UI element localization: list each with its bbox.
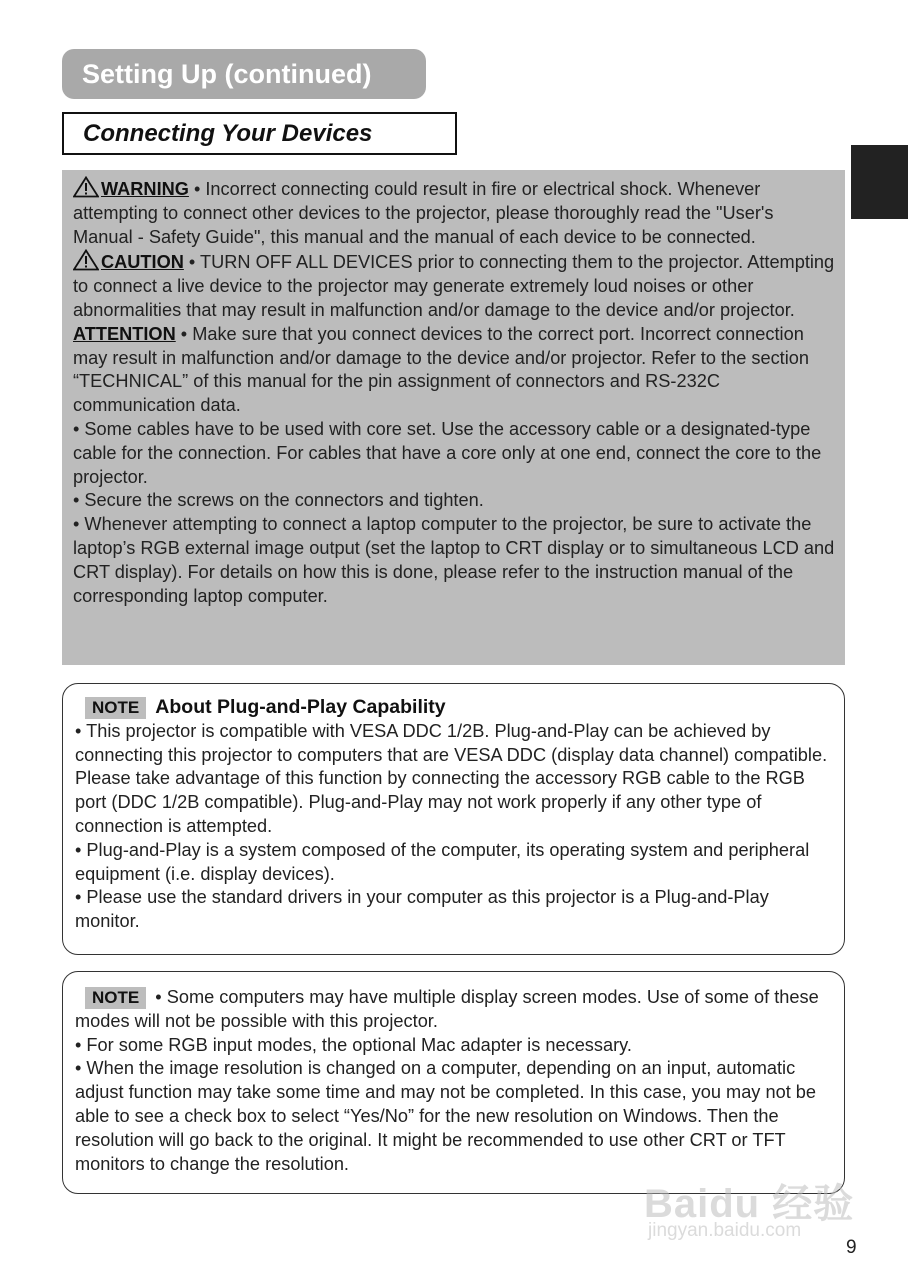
attention-paragraph	[73, 323, 835, 418]
warning-triangle-icon	[73, 176, 99, 198]
caution-text: • TURN OFF ALL DEVICES prior to connecting them to the projector. Attempting to connect a live device to the projector may generate extremely loud noises or other abnormalities that may result in malfunction and/or damage to the device and/or projector.	[73, 252, 835, 320]
warning-bullet: • Secure the screws on the connectors and tighten.	[73, 490, 484, 511]
warning-bullet: • Some cables have to be used with core set. Use the accessory cable or a designated-type cable for the connection. For cables that have a core only at one end, connect the core to the projector.	[73, 418, 822, 487]
warning-label: WARNING	[101, 179, 189, 199]
warning-paragraph	[73, 176, 835, 249]
note-bullet: • Please use the standard drivers in your computer as this projector is a Plug-and-Play monitor.	[75, 887, 769, 932]
caution-triangle-icon	[73, 249, 99, 271]
note-bullet: • Plug-and-Play is a system composed of the computer, its operating system and peripheral equipment (i.e. display devices).	[75, 839, 810, 884]
attention-text: • Make sure that you connect devices to the correct port. Incorrect connection may result in malfunction and/or damage to the device and/or projector. Refer to the section “TECHNICAL” of this manual for the pin assignment of connectors and RS-232C communication data.	[73, 323, 809, 416]
page-number: 9	[846, 1237, 857, 1258]
note-badge: NOTE	[85, 987, 146, 1009]
watermark	[640, 1150, 860, 1250]
note-first-paragraph	[75, 986, 834, 1034]
note-bullet: • When the image resolution is changed on a computer, depending on an input, automatic adjust function may take some time and may not be completed. In this case, you may not be able to see a check box to select “Yes/No” for the new resolution on Windows. Then the resolution will go back to the original. It might be recommended to use other CRT or TFT monitors to change the resolution.	[75, 1058, 817, 1174]
watermark-brand: Baidu 经验	[644, 1182, 855, 1226]
note-title: About Plug-and-Play Capability	[155, 696, 446, 718]
watermark-url: jingyan.baidu.com	[648, 1220, 802, 1241]
warning-bullet: • Whenever attempting to connect a laptop computer to the projector, be sure to activate the laptop’s RGB external image output (set the laptop to CRT display or to simultaneous LCD and CRT display). For details on how this is done, please refer to the instruction manual of the corresponding laptop computer.	[73, 514, 835, 606]
caution-paragraph	[73, 249, 835, 322]
note-bullet: • For some RGB input modes, the optional Mac adapter is necessary.	[75, 1034, 632, 1055]
note-badge: NOTE	[85, 697, 146, 719]
note-heading	[75, 696, 834, 720]
chapter-tab	[851, 145, 908, 219]
caution-label: CAUTION	[101, 252, 184, 273]
warning-box	[62, 170, 845, 665]
subsection-title: Connecting Your Devices	[62, 112, 457, 155]
warning-text: • Incorrect connecting could result in fire or electrical shock. Whenever attempting to connect other devices to the projector, please thoroughly read the "User's Manual - Safety Guide", this manual and the manual of each device to be connected.	[73, 179, 774, 247]
section-title: Setting Up (continued)	[62, 49, 426, 99]
note-bullet: • This projector is compatible with VESA DDC 1/2B. Plug-and-Play can be achieved by connecting this projector to computers that are VESA DDC (display data channel) compatible. Please take advantage of this function by connecting the accessory RGB cable to the RGB port (DDC 1/2B compatible). Plug-and-Play may not work properly if any other type of connection is attempted.	[75, 720, 828, 836]
attention-label: ATTENTION	[73, 323, 176, 344]
note-first-text: • Some computers may have multiple display screen modes. Use of some of these modes will not be possible with this projector.	[75, 987, 819, 1031]
note-box-plug-and-play	[62, 683, 845, 955]
